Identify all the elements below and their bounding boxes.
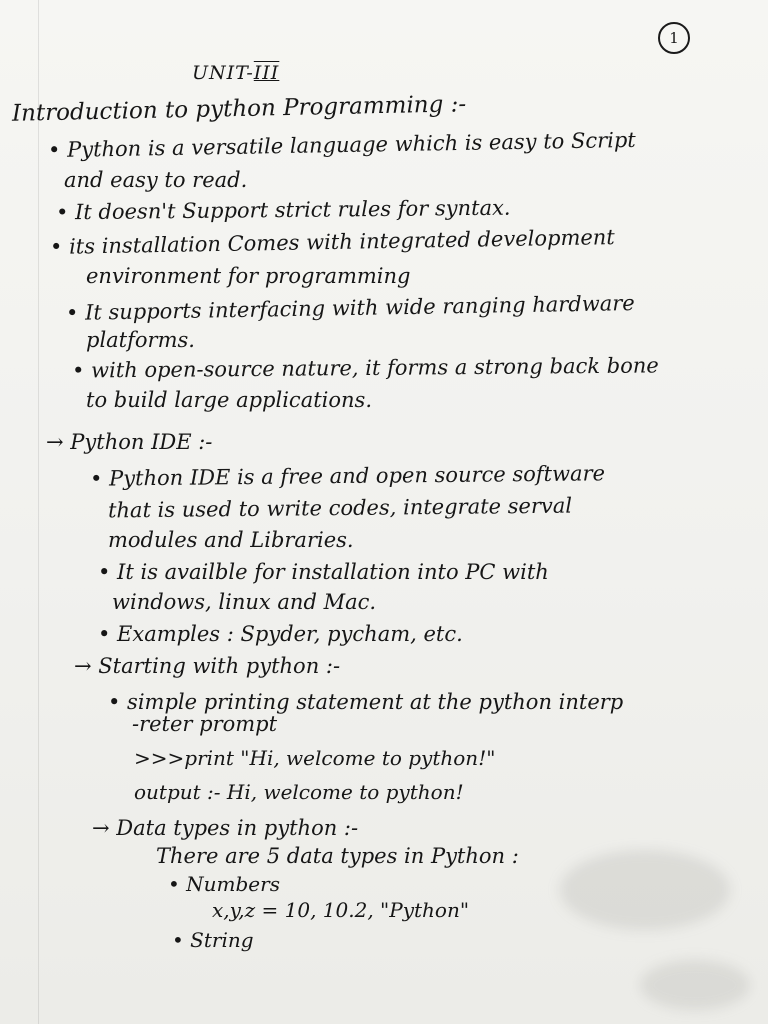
datatypes-intro: There are 5 data types in Python :	[156, 844, 519, 868]
unit-title-prefix: UNIT-	[192, 62, 254, 84]
ide-line: • It is availble for installation into PC with	[98, 560, 549, 584]
starting-heading: → Starting with python :-	[74, 654, 341, 678]
starting-line: • simple printing statement at the python interp	[108, 690, 624, 714]
ide-line: • Python IDE is a free and open source software	[89, 461, 606, 491]
datatype-example: x,y,z = 10, 10.2, "Python"	[212, 898, 470, 922]
ide-line: modules and Libraries.	[108, 528, 354, 552]
intro-line: • Python is a versatile language which is easy to Script	[47, 127, 636, 163]
intro-line: • its installation Comes with integrated development	[49, 225, 615, 259]
intro-line: • It doesn't Support strict rules for syntax.	[55, 195, 511, 225]
starting-line: -reter prompt	[132, 712, 278, 736]
intro-line: and easy to read.	[64, 168, 248, 192]
smudge-mark	[560, 850, 730, 930]
smudge-mark	[640, 960, 750, 1010]
intro-line: platforms.	[86, 328, 195, 352]
ide-line: that is used to write codes, integrate serval	[107, 493, 573, 523]
code-example: >>>print "Hi, welcome to python!"	[134, 746, 496, 770]
unit-title	[192, 64, 279, 83]
datatype-item: • String	[172, 928, 254, 952]
datatype-item: • Numbers	[168, 872, 280, 896]
page-number: 1	[658, 22, 690, 54]
unit-title-number: III	[253, 62, 280, 84]
code-output: output :- Hi, welcome to python!	[134, 780, 464, 804]
datatypes-heading: → Data types in python :-	[92, 816, 359, 840]
ide-line: windows, linux and Mac.	[112, 590, 377, 614]
ide-heading: → Python IDE :-	[46, 430, 213, 454]
intro-line: • with open-source nature, it forms a strong back bone	[71, 353, 659, 383]
ide-line: • Examples : Spyder, pycham, etc.	[98, 622, 463, 646]
margin-line	[38, 0, 39, 1024]
intro-heading: Introduction to python Programming :-	[11, 91, 467, 127]
intro-line: to build large applications.	[86, 388, 372, 412]
intro-line: • It supports interfacing with wide ranging hardware	[65, 291, 635, 325]
intro-line: environment for programming	[86, 264, 411, 288]
